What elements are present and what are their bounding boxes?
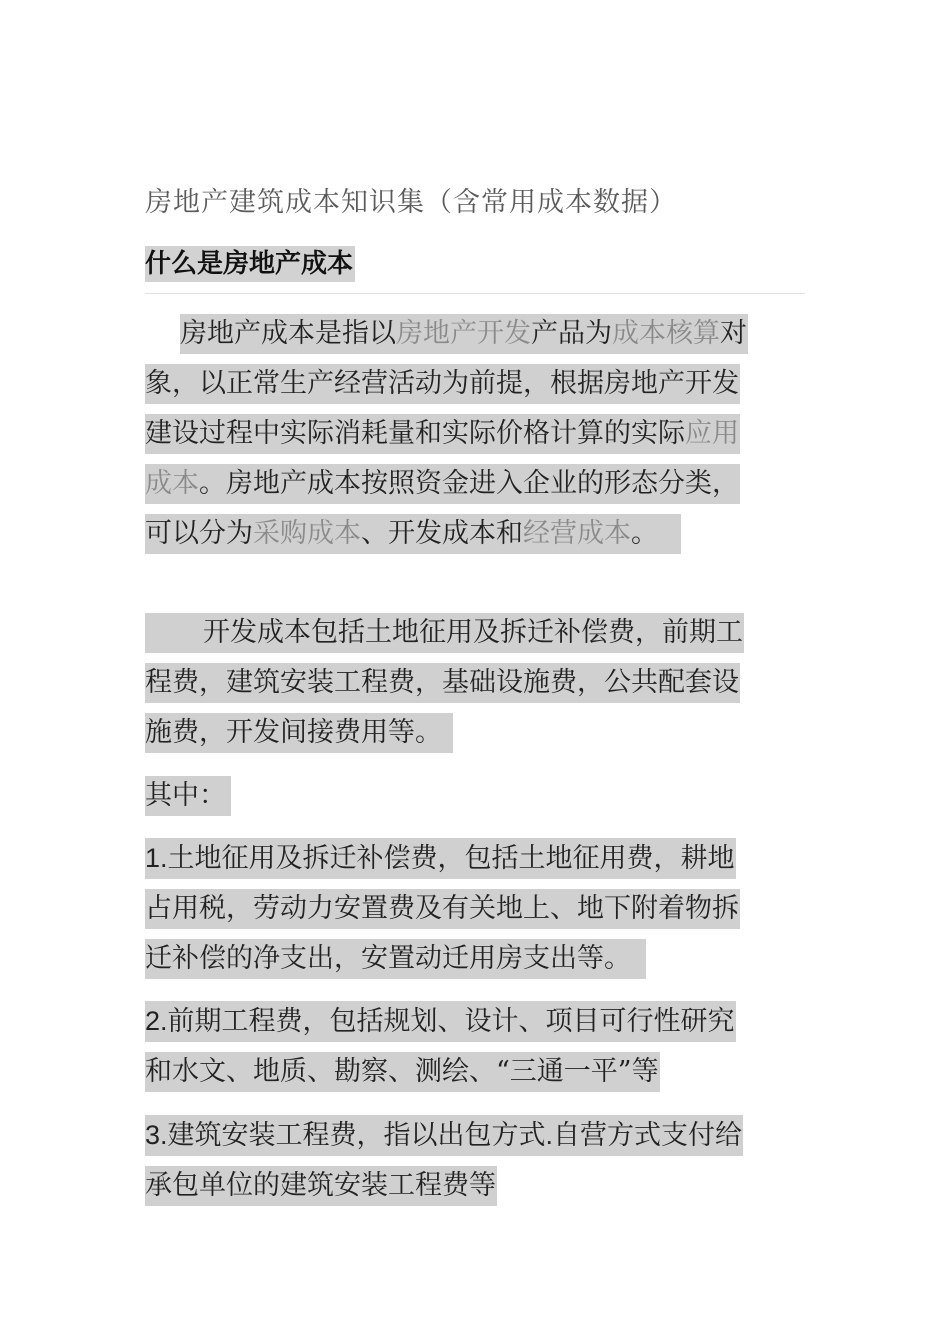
paragraph-development-cost bbox=[145, 608, 810, 758]
link-cost-accounting[interactable]: 成本核算 bbox=[612, 318, 720, 349]
text-span: 开发成本包括土地征用及拆迁补偿费，前期工 bbox=[203, 617, 743, 648]
text-span: 迁补偿的净支出，安置动迁用房支出等。 bbox=[145, 943, 631, 974]
document-title: 房地产建筑成本知识集（含常用成本数据） bbox=[145, 187, 677, 218]
paragraph-line bbox=[145, 934, 810, 984]
list-item-land-cost bbox=[145, 834, 810, 984]
paragraph-line bbox=[145, 834, 810, 884]
paragraph-line bbox=[145, 509, 810, 559]
link-operating-cost[interactable]: 经营成本 bbox=[523, 518, 631, 549]
text-span: 对 bbox=[720, 318, 747, 349]
link-purchase-cost[interactable]: 采购成本 bbox=[253, 518, 361, 549]
list-number: 3. bbox=[145, 1120, 168, 1150]
text-span: 可以分为 bbox=[145, 518, 253, 549]
text-span: 承包单位的建筑安装工程费等 bbox=[145, 1166, 497, 1206]
text-span: 自营方式支付给 bbox=[553, 1120, 743, 1151]
text-span: 施费，开发间接费用等。 bbox=[145, 717, 442, 748]
text-span: . bbox=[545, 1120, 554, 1150]
text-span: 占用税，劳动力安置费及有关地上、地下附着物拆 bbox=[145, 889, 740, 929]
paragraph-line bbox=[145, 409, 810, 459]
paragraph-line bbox=[145, 997, 810, 1047]
list-number: 2. bbox=[145, 1006, 168, 1036]
text-span: 土地征用及拆迁补偿费，包括土地征用费，耕地 bbox=[167, 843, 735, 874]
section-heading: 什么是房地产成本 bbox=[145, 246, 355, 282]
text-span: 和水文、地质、勘察、测绘、“三通一平”等 bbox=[145, 1052, 660, 1092]
list-item-construction-cost bbox=[145, 1111, 810, 1211]
paragraph-line bbox=[145, 708, 810, 758]
paragraph-among bbox=[145, 771, 810, 821]
text-span: 建筑安装工程费，指以出包方式 bbox=[167, 1120, 546, 1151]
paragraph-line bbox=[145, 608, 810, 658]
text-span: 。 bbox=[631, 518, 658, 549]
text-span: 、开发成本和 bbox=[361, 518, 523, 549]
link-applied-cost-cont[interactable]: 成本 bbox=[145, 468, 199, 499]
link-applied-cost[interactable]: 应用 bbox=[685, 418, 739, 449]
paragraph-line bbox=[145, 1111, 810, 1161]
link-real-estate-development[interactable]: 房地产开发 bbox=[396, 318, 531, 349]
text-span: 。房地产成本按照资金进入企业的形态分类， bbox=[199, 468, 739, 499]
paragraph-line bbox=[145, 1047, 810, 1097]
text-span: 其中： bbox=[145, 780, 226, 811]
text-span: 建设过程中实际消耗量和实际价格计算的实际 bbox=[145, 418, 685, 449]
paragraph-line bbox=[145, 884, 810, 934]
paragraph-line bbox=[145, 309, 810, 359]
text-span: 产品为 bbox=[531, 318, 612, 349]
text-span: 程费，建筑安装工程费，基础设施费，公共配套设 bbox=[145, 663, 740, 703]
heading-divider bbox=[145, 293, 805, 294]
paragraph-line bbox=[145, 1161, 810, 1211]
paragraph-definition bbox=[145, 309, 810, 559]
paragraph-line bbox=[145, 459, 810, 509]
text-span: 象，以正常生产经营活动为前提，根据房地产开发 bbox=[145, 364, 740, 404]
list-number: 1. bbox=[145, 843, 168, 873]
list-item-preliminary-cost bbox=[145, 997, 810, 1097]
text-span: 前期工程费，包括规划、设计、项目可行性研究 bbox=[167, 1006, 735, 1037]
paragraph-line bbox=[145, 359, 810, 409]
paragraph-line bbox=[145, 658, 810, 708]
text-span: 房地产成本是指以 bbox=[180, 318, 396, 349]
paragraph-line bbox=[145, 771, 810, 821]
